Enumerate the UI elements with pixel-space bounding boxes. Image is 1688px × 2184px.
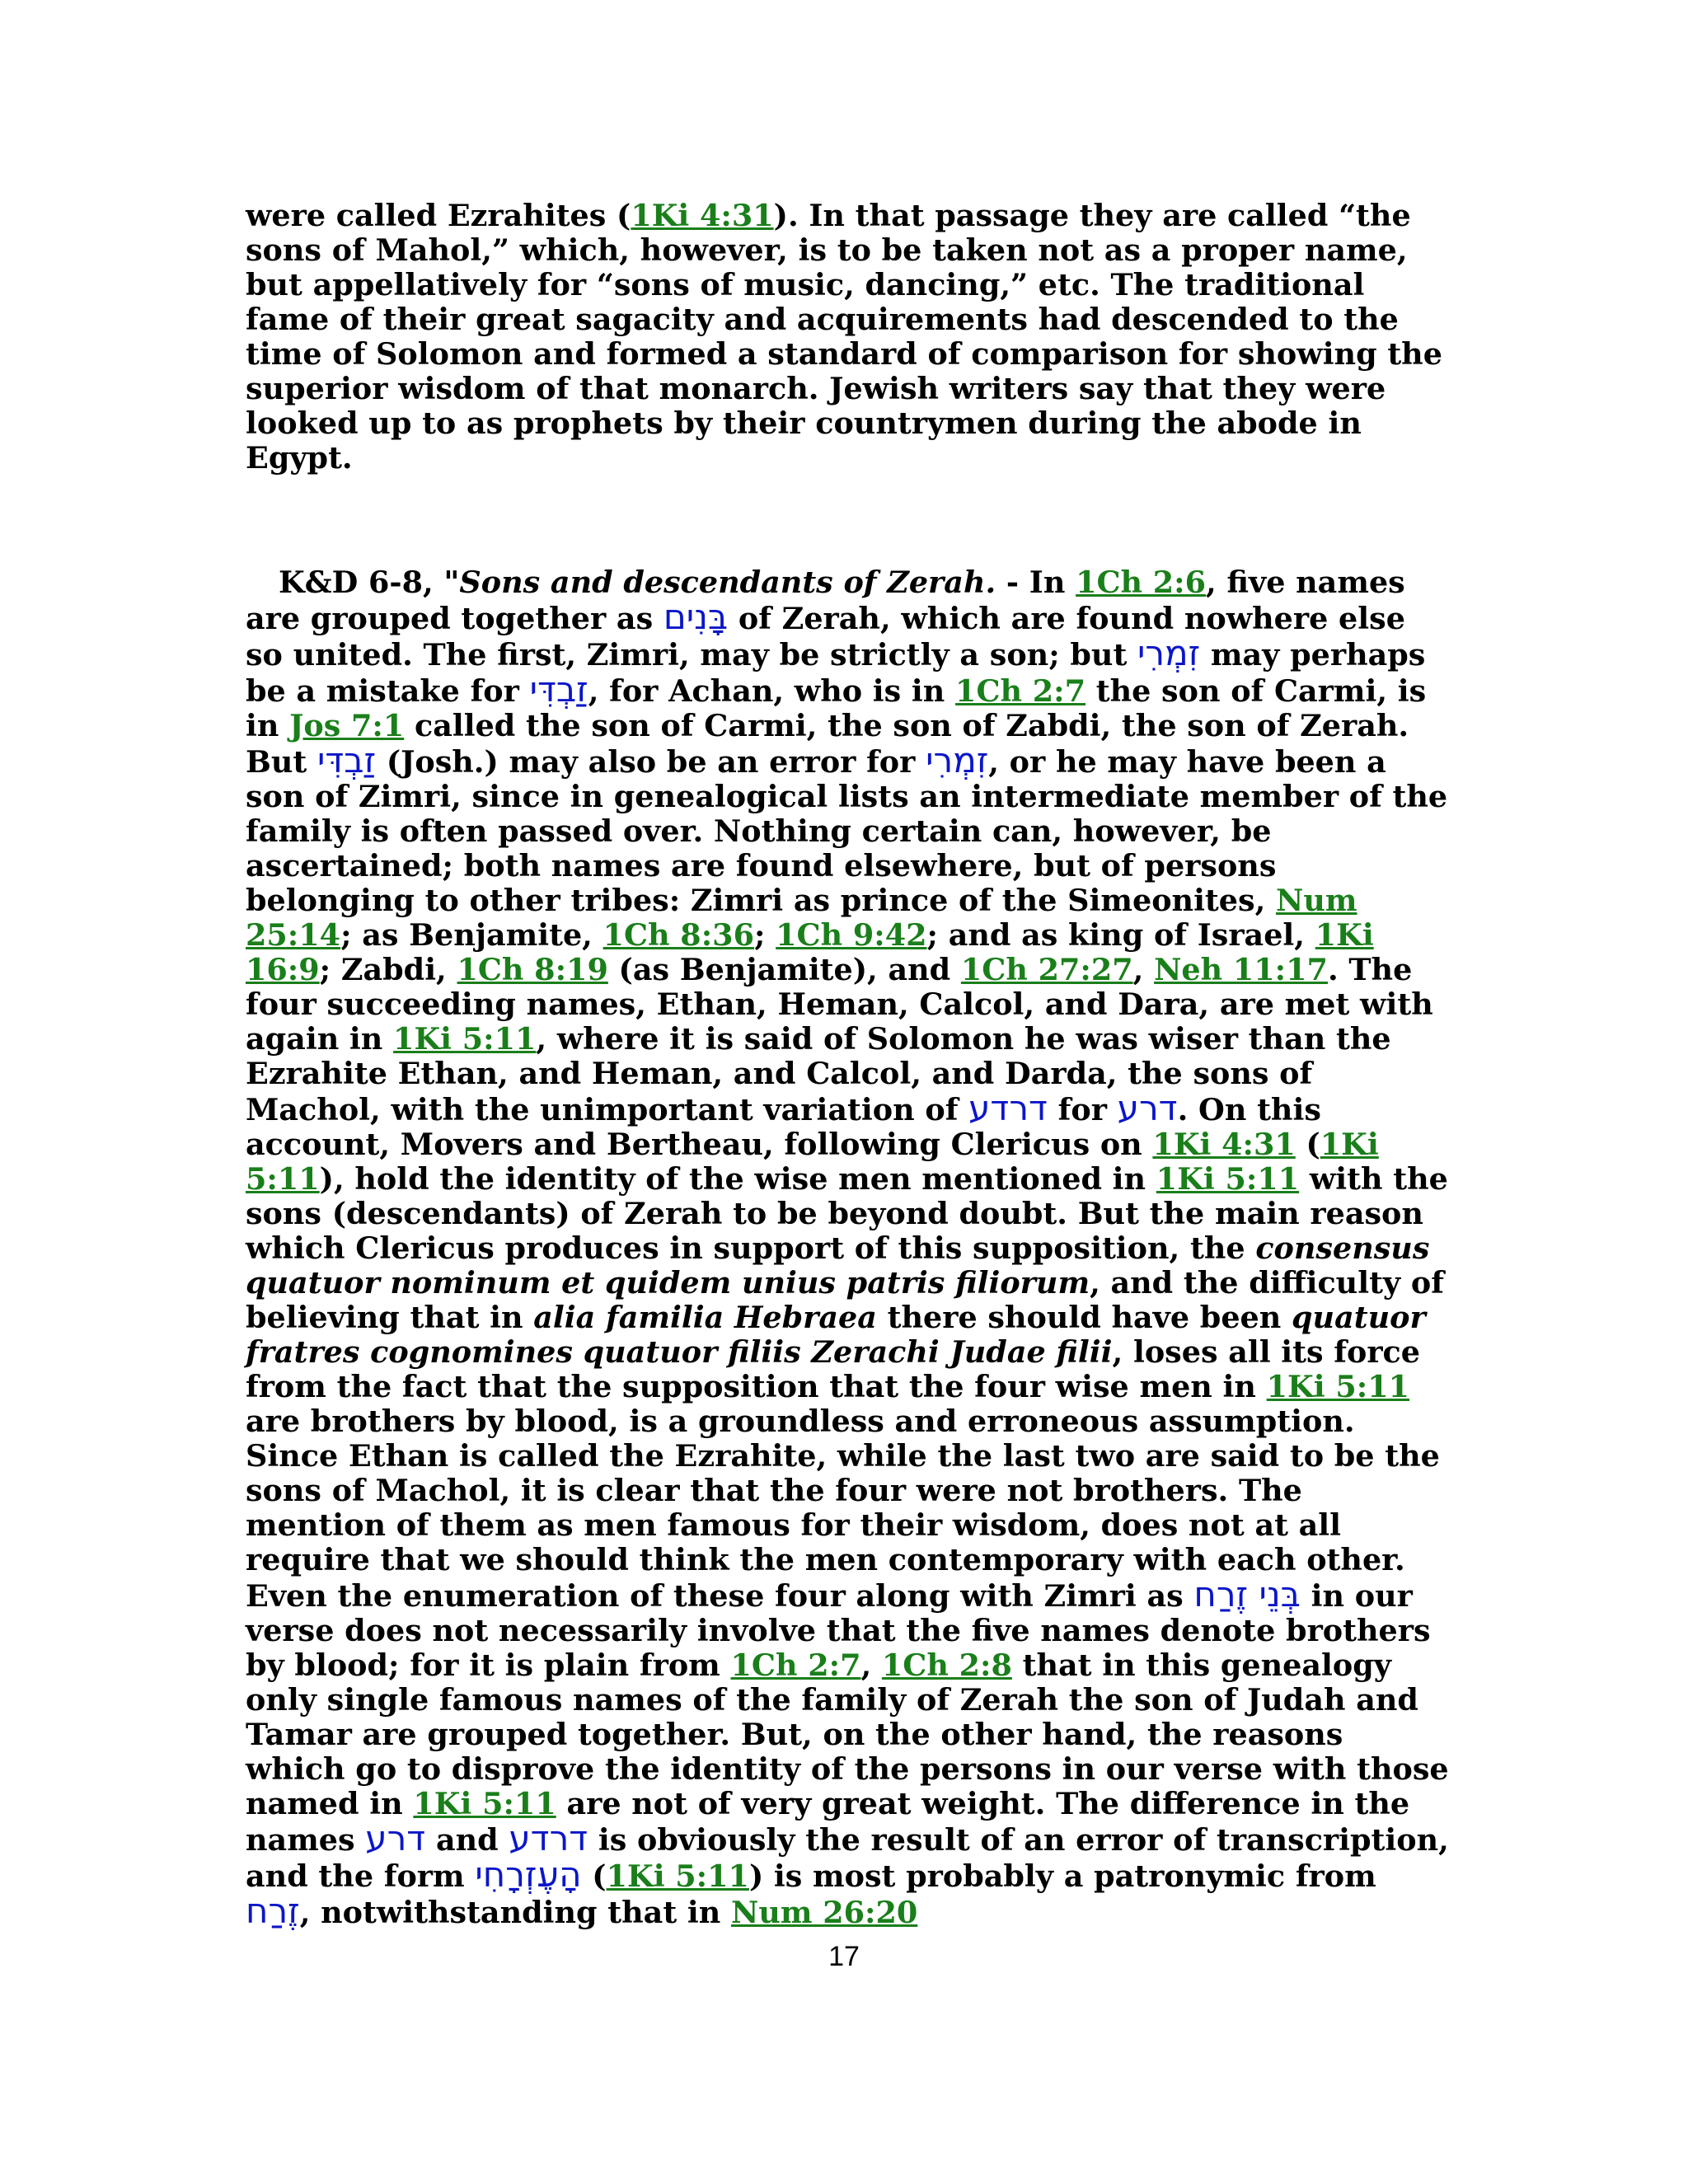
text-run: ( bbox=[581, 1858, 607, 1894]
latin-phrase: consensus quatuor nominum et quidem unius patris filiorum bbox=[246, 1230, 1430, 1301]
text-run: ; and as king of Israel, bbox=[926, 917, 1315, 953]
paragraph-2 bbox=[246, 565, 1449, 1930]
scripture-link[interactable]: 1Ch 8:36 bbox=[603, 917, 754, 953]
hebrew-word: דרע bbox=[1117, 1088, 1178, 1128]
scripture-link[interactable]: 1Ch 2:6 bbox=[1076, 565, 1207, 600]
text-run: . The four succeeding names, Ethan, Heman, Calcol, and Dara, are met with again in bbox=[246, 952, 1433, 1057]
hebrew-word: דרע bbox=[365, 1818, 426, 1858]
text-run: ; Zabdi, bbox=[319, 952, 457, 987]
italic-heading: Sons and descendants of Zerah. bbox=[459, 565, 996, 600]
text-run: are brothers by blood, is a groundless and erroneous assumption. Since Ethan is called the Ezrahite, while the last two are said to be the sons of Machol, it is clear that the four were not brothers. The mention of them as men famous for their wisdom, does not at all require that we should think the men contemporary with each other. Even the enumeration of these four along with Zimri as bbox=[246, 1404, 1440, 1614]
scripture-link[interactable]: 1Ki 5:11 bbox=[1156, 1161, 1300, 1197]
text-run: (as Benjamite), and bbox=[607, 952, 961, 987]
scripture-link[interactable]: Jos 7:1 bbox=[289, 708, 405, 743]
scripture-link[interactable]: 1Ch 8:19 bbox=[457, 952, 608, 987]
latin-phrase: alia familia Hebraea bbox=[533, 1300, 877, 1335]
text-run: were called Ezrahites ( bbox=[246, 198, 631, 233]
text-run: , loses all its force from the fact that the supposition that the four wise men in bbox=[246, 1334, 1420, 1404]
scripture-link[interactable]: Neh 11:17 bbox=[1154, 952, 1328, 987]
hebrew-word: בָּנִים bbox=[663, 597, 729, 637]
text-run: , where it is said of Solomon he was wiser than the Ezrahite Ethan, and Heman, and Calcol, and Darda, the sons of Machol, with the unimportant variation of bbox=[246, 1021, 1391, 1127]
text-run: called the son of Carmi, the son of Zabdi, the son of Zerah. But bbox=[246, 708, 1409, 780]
hebrew-word: זַבְדִּי bbox=[316, 740, 377, 780]
text-run: with the sons (descendants) of Zerah to be beyond doubt. But the main reason which Clericus produces in support of this supposition, the bbox=[246, 1161, 1448, 1266]
text-run: - In bbox=[996, 565, 1076, 600]
scripture-link[interactable]: 1Ki 16:9 bbox=[246, 917, 1374, 987]
scripture-link[interactable]: 1Ki 5:11 bbox=[606, 1858, 749, 1894]
text-run: , notwithstanding that in bbox=[299, 1895, 732, 1930]
scripture-link[interactable]: 1Ch 27:27 bbox=[960, 952, 1133, 987]
scripture-link[interactable]: Num 25:14 bbox=[246, 883, 1357, 953]
scripture-link[interactable]: 1Ki 5:11 bbox=[393, 1021, 537, 1057]
paragraph-1 bbox=[246, 199, 1449, 476]
text-run: may perhaps be a mistake for bbox=[246, 637, 1426, 709]
hebrew-word: זַבְדִּי bbox=[529, 669, 588, 710]
scripture-link[interactable]: 1Ch 2:7 bbox=[730, 1647, 861, 1683]
text-run: is obviously the result of an error of transcription, and the form bbox=[246, 1822, 1449, 1894]
text-run: there should have been bbox=[876, 1300, 1292, 1335]
text-run: ), hold the identity of the wise men mentioned in bbox=[319, 1161, 1156, 1197]
text-run: ) is most probably a patronymic from bbox=[748, 1858, 1376, 1894]
scripture-link[interactable]: 1Ki 5:11 bbox=[1266, 1369, 1410, 1404]
text-run: (Josh.) may also be an error for bbox=[376, 744, 926, 780]
hebrew-word: הָעֶזְרָחִי bbox=[475, 1854, 582, 1895]
text-run: . On this account, Movers and Bertheau, following Clericus on bbox=[246, 1092, 1321, 1162]
scripture-link[interactable]: 1Ki 4:31 bbox=[631, 198, 774, 233]
text-run: , five names are grouped together as bbox=[246, 565, 1405, 636]
hebrew-word: דרדע bbox=[509, 1818, 588, 1858]
text-run: the son of Carmi, is in bbox=[246, 673, 1427, 743]
text-run: ( bbox=[1295, 1127, 1320, 1162]
scripture-link[interactable]: 1Ch 2:7 bbox=[955, 673, 1086, 709]
latin-phrase: quatuor fratres cognomines quatuor filiis Zerachi Judae filii bbox=[246, 1300, 1426, 1370]
text-run: for bbox=[1047, 1092, 1118, 1127]
scripture-link[interactable]: 1Ch 9:42 bbox=[776, 917, 927, 953]
scripture-link[interactable]: 1Ki 4:31 bbox=[1152, 1127, 1296, 1162]
scripture-link[interactable]: 1Ch 2:8 bbox=[881, 1647, 1012, 1683]
hebrew-word: זִמְרִי bbox=[1137, 633, 1201, 673]
hebrew-word: זִמְרִי bbox=[926, 740, 989, 780]
scripture-link[interactable]: 1Ki 5:11 bbox=[413, 1786, 556, 1821]
text-run: , for Achan, who is in bbox=[588, 673, 956, 709]
text-run: ; bbox=[753, 917, 776, 953]
text-run: of Zerah, which are found nowhere else so united. The first, Zimri, may be strictly a son; but bbox=[246, 601, 1405, 673]
text-run: and bbox=[425, 1822, 509, 1858]
text-run: , bbox=[860, 1647, 882, 1683]
text-run: that in this genealogy only single famous names of the family of Zerah the son of Judah and Tamar are grouped together. But, on the other hand, the reasons which go to disprove the identity of the persons in our verse with those named in bbox=[246, 1647, 1449, 1821]
hebrew-word: בְּנֵי זֶרַח bbox=[1193, 1574, 1301, 1615]
text-run: K&D 6-8, " bbox=[279, 565, 460, 600]
text-run: ; as Benjamite, bbox=[340, 917, 603, 953]
text-run: , and the difficulty of believing that in bbox=[246, 1265, 1444, 1335]
text-run: , bbox=[1132, 952, 1155, 987]
text-run: in our verse does not necessarily involve that the five names denote brothers by blood; for it is plain from bbox=[246, 1578, 1431, 1683]
hebrew-word: דרדע bbox=[968, 1088, 1048, 1128]
text-run: , or he may have been a son of Zimri, since in genealogical lists an intermediate member of the family is often passed over. Nothing certain can, however, be ascertained; both names are found elsewhere, but of persons belonging to other tribes: Zimri as prince of the Simeonites, bbox=[246, 744, 1448, 918]
page-number: 17 bbox=[828, 1941, 860, 1972]
scripture-link[interactable]: Num 26:20 bbox=[731, 1895, 918, 1930]
scripture-link[interactable]: 1Ki 5:11 bbox=[246, 1127, 1379, 1197]
text-run: ). In that passage they are called “the sons of Mahol,” which, however, is to be taken not as a proper name, but appellatively for “sons of music, dancing,” etc. The traditional fame of their great sagacity and acquirements had descended to the time of Solomon and formed a standard of comparison for showing the superior wisdom of that monarch. Jewish writers say that they were looked up to as prophets by their countrymen during the abode in Egypt. bbox=[246, 198, 1442, 476]
hebrew-word: זֶרַח bbox=[246, 1891, 300, 1931]
text-run: are not of very great weight. The difference in the names bbox=[246, 1786, 1410, 1858]
